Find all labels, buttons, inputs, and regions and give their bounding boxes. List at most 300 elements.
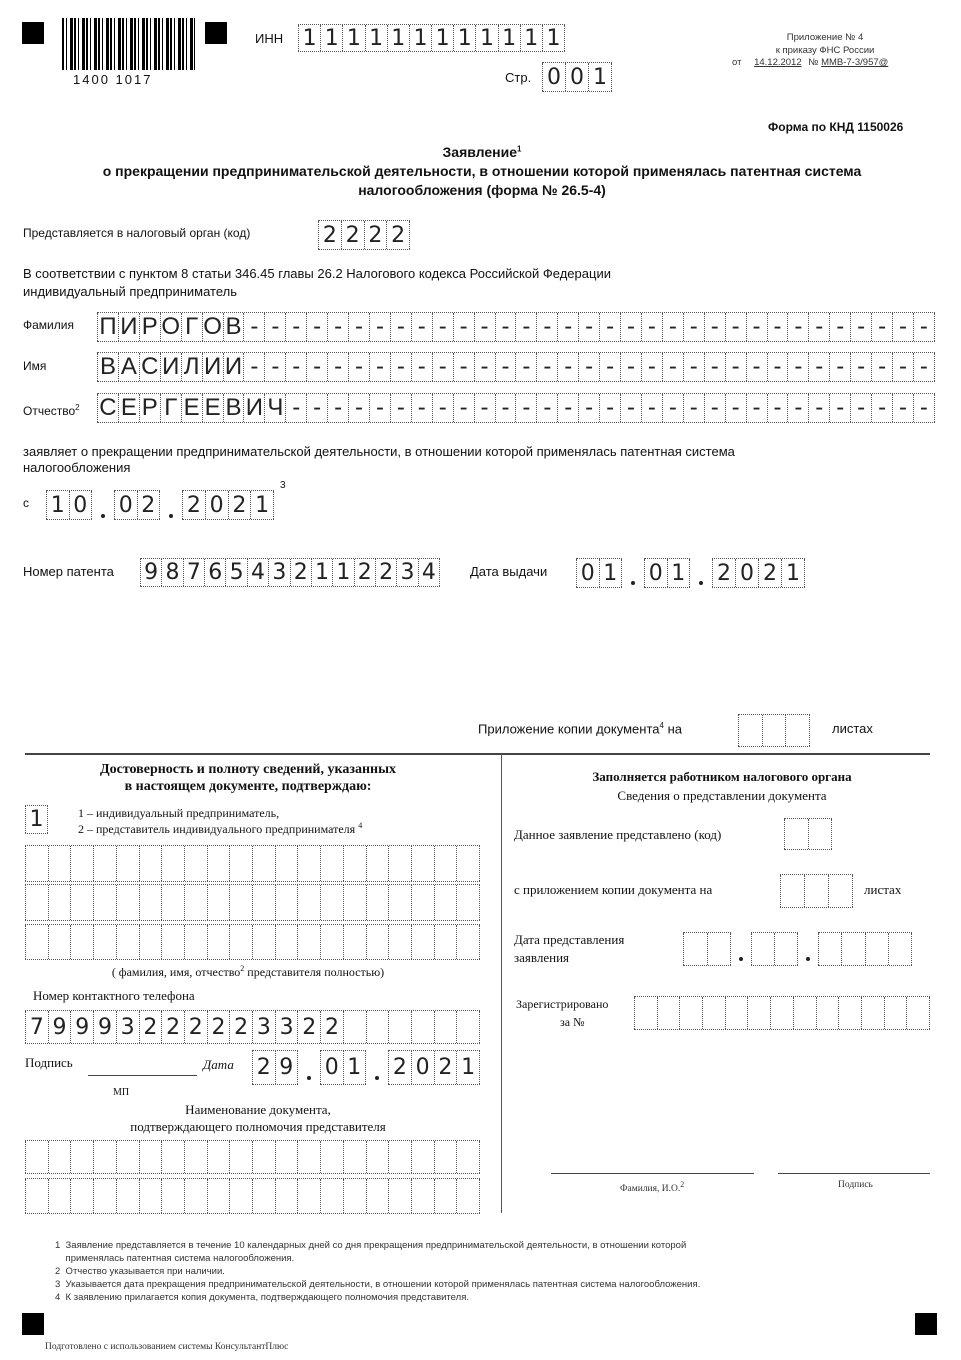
cell xyxy=(434,846,457,881)
cell: - xyxy=(599,313,620,341)
cell xyxy=(70,1141,93,1173)
cell xyxy=(434,885,457,920)
cell: В xyxy=(223,313,244,341)
cell xyxy=(411,885,434,920)
cell xyxy=(297,885,320,920)
issue-date-label: Дата выдачи xyxy=(470,564,548,579)
cell xyxy=(888,933,912,965)
cell xyxy=(434,1011,457,1043)
cell: - xyxy=(767,313,788,341)
fio-line[interactable] xyxy=(551,1173,754,1174)
cell xyxy=(184,925,207,959)
cell: - xyxy=(725,353,746,381)
footnote-ref: 4 xyxy=(659,721,664,730)
cell: 2 xyxy=(139,1011,162,1043)
page-field[interactable] xyxy=(542,62,612,92)
cell: - xyxy=(348,353,369,381)
cell xyxy=(388,925,411,959)
cell xyxy=(906,997,930,1029)
cell xyxy=(366,1141,389,1173)
cell: - xyxy=(662,313,683,341)
cell: - xyxy=(725,394,746,422)
footnote: 3 Указывается дата прекращения предпринимательской деятельности, в отношении которой применялась патентная система налогообложения. xyxy=(55,1279,701,1290)
signature-line[interactable] xyxy=(778,1173,930,1174)
cell xyxy=(116,1141,139,1173)
cell: Р xyxy=(139,313,160,341)
cell: В xyxy=(223,394,244,422)
cell xyxy=(434,925,457,959)
cell: И xyxy=(223,353,244,381)
cell xyxy=(297,1141,320,1173)
tax-office-label: Представляется в налоговый орган (код) xyxy=(23,226,251,240)
cell xyxy=(702,997,725,1029)
cell: - xyxy=(390,353,411,381)
cell xyxy=(275,925,298,959)
cell: - xyxy=(411,353,432,381)
cell xyxy=(252,925,275,959)
marker-square xyxy=(22,22,44,44)
title-text: Заявление xyxy=(442,144,518,160)
cell xyxy=(434,1179,457,1213)
cell xyxy=(865,933,888,965)
cell: 4 xyxy=(418,559,440,586)
footnote-ref: 3 xyxy=(280,480,286,491)
cell: - xyxy=(746,394,767,422)
cell: 1 xyxy=(387,25,409,51)
cell: - xyxy=(536,353,557,381)
cell: 2 xyxy=(229,1011,252,1043)
cell: 0 xyxy=(565,63,588,91)
cell xyxy=(785,715,810,746)
cell: 5 xyxy=(225,559,246,586)
cell: 1 xyxy=(250,491,274,519)
intro-line2: индивидуальный предприниматель xyxy=(23,284,237,299)
doc-caption2: подтверждающего полномочия представителя xyxy=(130,1119,386,1134)
cell: - xyxy=(243,353,264,381)
cell xyxy=(48,885,71,920)
statement-line2: налогообложения xyxy=(23,460,131,475)
submission-day[interactable] xyxy=(683,932,731,966)
cell: - xyxy=(474,394,495,422)
cell xyxy=(275,885,298,920)
footnote: 4 К заявлению прилагается копия документа, подтверждающего полномочия представителя. xyxy=(55,1292,469,1303)
cell: - xyxy=(829,353,850,381)
cell xyxy=(456,1179,480,1213)
cell xyxy=(828,875,853,907)
cell: - xyxy=(704,353,725,381)
cell xyxy=(116,885,139,920)
sign-month[interactable] xyxy=(320,1050,366,1085)
cell xyxy=(139,846,162,881)
cell: - xyxy=(850,313,871,341)
cell xyxy=(320,1179,343,1213)
statement-line1: заявляет о прекращении предпринимательской деятельности, в отношении которой применялась патентная система xyxy=(23,444,735,459)
submission-year[interactable] xyxy=(818,932,912,966)
cell xyxy=(780,875,804,907)
cell: В xyxy=(97,353,118,381)
cell: - xyxy=(850,353,871,381)
representative-name-row[interactable] xyxy=(25,884,480,921)
cell xyxy=(25,925,48,959)
signer-type-field[interactable] xyxy=(25,805,48,834)
cell: - xyxy=(557,313,578,341)
cell xyxy=(252,885,275,920)
cell: - xyxy=(432,394,453,422)
cell xyxy=(751,933,774,965)
cell xyxy=(634,997,657,1029)
cell xyxy=(411,1141,434,1173)
cell: И xyxy=(118,313,139,341)
cell xyxy=(207,1179,230,1213)
cell xyxy=(804,875,828,907)
cessation-month[interactable] xyxy=(114,490,160,520)
cell: - xyxy=(327,394,348,422)
issue-month[interactable] xyxy=(644,558,690,588)
cell: П xyxy=(97,313,118,341)
cell: 1 xyxy=(46,491,69,519)
cell: 2 xyxy=(228,491,251,519)
cell xyxy=(838,997,861,1029)
cell xyxy=(343,1011,366,1043)
cell xyxy=(139,925,162,959)
cell: - xyxy=(683,394,704,422)
cell: 1 xyxy=(342,25,364,51)
cell: - xyxy=(704,313,725,341)
cell xyxy=(25,846,48,881)
cell xyxy=(116,846,139,881)
submission-month[interactable] xyxy=(751,932,798,966)
cell: 4 xyxy=(247,559,268,586)
cell xyxy=(747,997,770,1029)
cell: - xyxy=(515,394,536,422)
cell xyxy=(139,885,162,920)
cell: - xyxy=(474,313,495,341)
cell: 2 xyxy=(388,1051,411,1084)
marker-square xyxy=(205,22,227,44)
cell: - xyxy=(306,353,327,381)
cessation-year[interactable] xyxy=(182,490,274,520)
name-field[interactable] xyxy=(97,352,935,382)
cell: - xyxy=(369,394,390,422)
cell xyxy=(784,819,808,849)
cell xyxy=(207,846,230,881)
cell: - xyxy=(620,313,641,341)
representative-name-row[interactable] xyxy=(25,845,480,882)
signer-option-1: 1 – индивидуальный предприниматель, xyxy=(78,806,280,820)
cell: - xyxy=(850,394,871,422)
patent-number-field[interactable] xyxy=(140,558,440,587)
patent-number-label: Номер патента xyxy=(23,564,114,579)
cell: 1 xyxy=(588,63,612,91)
cell xyxy=(93,1179,116,1213)
cell xyxy=(139,1141,162,1173)
footnote: 2 Отчество указывается при наличии. xyxy=(55,1266,225,1277)
cell: - xyxy=(808,353,829,381)
cell xyxy=(70,925,93,959)
cell: - xyxy=(327,313,348,341)
cell: 1 xyxy=(542,25,565,51)
surname-label: Фамилия xyxy=(23,318,74,332)
cell xyxy=(70,846,93,881)
cell xyxy=(456,925,480,959)
footnote-ref: 2 xyxy=(240,964,245,973)
cell: Р xyxy=(139,394,160,422)
cell: - xyxy=(620,353,641,381)
divider xyxy=(25,753,930,755)
cell: 2 xyxy=(320,1011,343,1043)
cell xyxy=(434,1141,457,1173)
attachment-label: Приложение копии документа xyxy=(478,721,660,737)
cell: И xyxy=(202,353,223,381)
signature-label: Подпись xyxy=(25,1055,73,1070)
cell: О xyxy=(161,313,181,340)
cell: Л xyxy=(181,353,202,381)
cell: 3 xyxy=(252,1011,275,1043)
cell: 1 xyxy=(475,25,497,51)
cell: - xyxy=(432,353,453,381)
cell xyxy=(48,1179,71,1213)
cell xyxy=(25,1179,48,1213)
submitted-code-field[interactable] xyxy=(784,818,832,850)
cell xyxy=(229,1141,252,1173)
submission-date-label: Дата представления xyxy=(514,932,625,947)
cell xyxy=(707,933,732,965)
cell xyxy=(70,885,93,920)
cell: А xyxy=(118,353,139,381)
cell: 2 xyxy=(354,559,375,586)
cell xyxy=(320,925,343,959)
cell xyxy=(252,1141,275,1173)
cell: - xyxy=(390,394,411,422)
cell xyxy=(252,846,275,881)
footnote-ref: 4 xyxy=(358,821,363,830)
cell xyxy=(297,1179,320,1213)
cell xyxy=(161,1179,184,1213)
cell xyxy=(252,1179,275,1213)
cell: 1 xyxy=(365,25,387,51)
cell xyxy=(343,1141,366,1173)
cell: - xyxy=(892,394,913,422)
cell: 0 xyxy=(205,491,228,519)
office-subheading: Сведения о представлении документа xyxy=(617,788,827,803)
cell: - xyxy=(599,394,620,422)
cell: 1 xyxy=(409,25,431,51)
cell xyxy=(411,1011,434,1043)
footnote-ref: 2 xyxy=(680,1180,685,1189)
annex-from: от xyxy=(732,57,742,68)
cell: - xyxy=(829,394,850,422)
cell: - xyxy=(913,353,935,381)
knd-code: Форма по КНД 1150026 xyxy=(768,120,904,134)
tax-office-code[interactable] xyxy=(318,220,410,250)
cell: 1 xyxy=(453,25,475,51)
cell xyxy=(184,885,207,920)
cell xyxy=(343,885,366,920)
cell xyxy=(411,846,434,881)
cell: - xyxy=(495,313,516,341)
marker-square xyxy=(22,1313,44,1335)
cell: 0 xyxy=(644,559,667,587)
cell: 2 xyxy=(182,491,205,519)
cell xyxy=(184,1179,207,1213)
subtitle-line1: о прекращении предпринимательской деятельности, в отношении которой применялась патентная система xyxy=(102,163,862,179)
inn-field[interactable] xyxy=(298,24,565,52)
cell xyxy=(93,846,116,881)
cell xyxy=(320,846,343,881)
cell: - xyxy=(515,353,536,381)
cell: Е xyxy=(181,394,202,422)
submitted-code-label: Данное заявление представлено (код) xyxy=(514,827,722,842)
attachment-pages-label: листах xyxy=(832,721,873,736)
cell: - xyxy=(578,394,599,422)
name-label: Имя xyxy=(23,359,47,373)
cell: - xyxy=(495,353,516,381)
cell: 2 xyxy=(297,1011,320,1043)
cell: - xyxy=(892,313,913,341)
cell xyxy=(411,925,434,959)
cell: - xyxy=(453,313,474,341)
cessation-day[interactable] xyxy=(46,490,92,520)
cell: - xyxy=(641,353,662,381)
cell: 0 xyxy=(114,491,137,519)
cell xyxy=(793,997,816,1029)
cell: 1 xyxy=(332,559,353,586)
cell: 1 xyxy=(599,559,623,587)
rep-name-caption: ( фамилия, имя, отчество xyxy=(111,965,241,979)
signer-option-2: 2 – представитель индивидуального предпринимателя xyxy=(78,822,356,836)
phone-field[interactable] xyxy=(25,1010,480,1044)
cell: - xyxy=(808,394,829,422)
cell xyxy=(116,925,139,959)
cell: - xyxy=(641,313,662,341)
cell xyxy=(297,925,320,959)
representative-name-row[interactable] xyxy=(25,924,480,960)
cell xyxy=(657,997,680,1029)
cell: - xyxy=(662,353,683,381)
cell xyxy=(818,933,841,965)
cell xyxy=(229,1179,252,1213)
cell: - xyxy=(495,394,516,422)
sign-day[interactable] xyxy=(252,1050,298,1085)
cell: 9 xyxy=(70,1011,93,1043)
attachment-pages-field[interactable] xyxy=(738,714,810,747)
cell: - xyxy=(892,353,913,381)
submission-date-label: заявления xyxy=(514,950,570,965)
cell: 8 xyxy=(161,559,182,586)
cell xyxy=(139,1179,162,1213)
cell: - xyxy=(913,394,935,422)
copies-pages-field[interactable] xyxy=(780,874,853,908)
cell xyxy=(184,1141,207,1173)
cell: 2 xyxy=(364,221,387,249)
cell xyxy=(207,1141,230,1173)
cell xyxy=(275,846,298,881)
patronymic-label: Отчество xyxy=(23,404,76,418)
cell: - xyxy=(767,353,788,381)
cell xyxy=(366,846,389,881)
cell: - xyxy=(285,353,306,381)
cell: 2 xyxy=(758,559,781,587)
cell xyxy=(48,925,71,959)
cell xyxy=(456,1011,480,1043)
footnote-ref: 2 xyxy=(75,403,80,412)
signature-line[interactable] xyxy=(88,1075,197,1076)
cell xyxy=(808,819,833,849)
cell: - xyxy=(306,313,327,341)
authority-document-row[interactable] xyxy=(25,1178,480,1214)
cell: 2 xyxy=(184,1011,207,1043)
cell: 2 xyxy=(161,1011,184,1043)
cell: 3 xyxy=(268,559,289,586)
cell: - xyxy=(787,353,808,381)
authority-document-row[interactable] xyxy=(25,1140,480,1174)
confirm-heading2: в настоящем документе, подтверждаю: xyxy=(124,779,372,794)
cell: 2 xyxy=(318,221,341,249)
cell: - xyxy=(536,313,557,341)
patronymic-field[interactable] xyxy=(97,393,935,423)
cell: - xyxy=(557,353,578,381)
cell: 2 xyxy=(252,1051,275,1084)
cell: 0 xyxy=(735,559,758,587)
cell: 2 xyxy=(341,221,364,249)
cell: - xyxy=(557,394,578,422)
sign-year[interactable] xyxy=(388,1050,480,1085)
cell xyxy=(679,997,702,1029)
cell: 1 xyxy=(520,25,542,51)
cell: 9 xyxy=(93,1011,116,1043)
cell xyxy=(184,846,207,881)
annex-date: 14.12.2012 xyxy=(754,57,802,68)
surname-field[interactable] xyxy=(97,312,935,342)
cell: - xyxy=(787,313,808,341)
registration-number-field[interactable] xyxy=(634,996,930,1030)
cell xyxy=(683,933,707,965)
page-label: Стр. xyxy=(505,70,532,85)
cell xyxy=(116,1179,139,1213)
cell: - xyxy=(536,394,557,422)
cell: - xyxy=(704,394,725,422)
cell xyxy=(456,846,480,881)
intro-line1: В соответствии с пунктом 8 статьи 346.45 главы 26.2 Налогового кодекса Российской Федерации xyxy=(23,266,611,281)
issue-day[interactable] xyxy=(576,558,622,588)
cell: - xyxy=(285,394,306,422)
stamp-label: МП xyxy=(113,1087,130,1098)
cell xyxy=(388,846,411,881)
cell xyxy=(93,1141,116,1173)
cell: - xyxy=(390,313,411,341)
cell: Г xyxy=(160,394,181,422)
cell: 9 xyxy=(140,559,161,586)
cell: - xyxy=(871,394,892,422)
issue-year[interactable] xyxy=(712,558,805,588)
cell: 2 xyxy=(375,559,396,586)
cell: - xyxy=(913,313,935,341)
cell: 1 xyxy=(431,25,453,51)
cell: - xyxy=(578,353,599,381)
footnotes xyxy=(55,1239,700,1304)
cell: 1 xyxy=(25,806,48,833)
marker-square xyxy=(915,1313,937,1335)
cell: 9 xyxy=(275,1051,299,1084)
cell: - xyxy=(411,394,432,422)
cell: - xyxy=(871,353,892,381)
cell: - xyxy=(767,394,788,422)
cell: 1 xyxy=(343,1051,367,1084)
cell: - xyxy=(787,394,808,422)
cell: - xyxy=(432,313,453,341)
cell xyxy=(343,1179,366,1213)
cell: - xyxy=(453,353,474,381)
